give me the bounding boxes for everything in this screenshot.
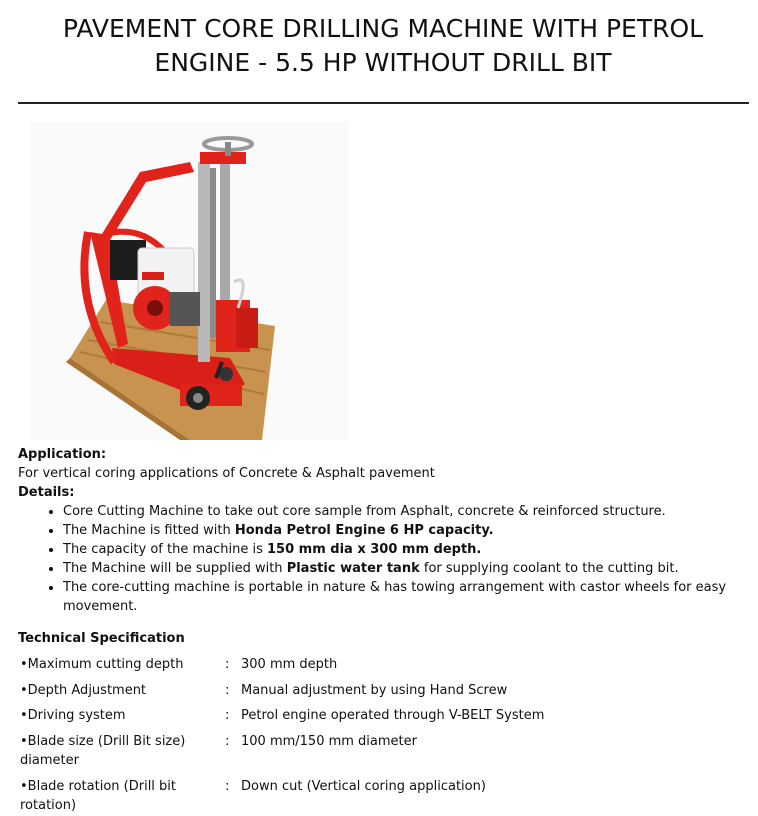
details-label: Details: — [18, 485, 75, 500]
list-item: • Core Cutting Machine to take out core sample from Asphalt, concrete & reinforced structure. — [63, 502, 753, 521]
list-item: • The core-cutting machine is portable in nature & has towing arrangement with castor wheels for easy movement. — [63, 578, 753, 616]
spec-label: •Maximum cutting depth — [20, 657, 184, 672]
list-item: • The capacity of the machine is 150 mm dia x 300 mm depth. — [63, 540, 753, 559]
spec-label: •Blade size (Drill Bit size) diameter — [20, 734, 186, 768]
title-divider — [18, 102, 749, 104]
page-title: PAVEMENT CORE DRILLING MACHINE WITH PETROL ENGINE - 5.5 HP WITHOUT DRILL BIT — [62, 14, 704, 77]
core-drilling-machine-photo — [30, 122, 348, 440]
spec-colon: : — [225, 708, 230, 723]
spec-value: Petrol engine operated through V-BELT System — [241, 708, 545, 723]
application-label: Application: — [18, 447, 107, 462]
list-item: • The Machine is fitted with Honda Petrol Engine 6 HP capacity. — [63, 521, 753, 540]
spec-value: Down cut (Vertical coring application) — [241, 779, 486, 794]
machine-illustration — [30, 122, 348, 440]
spec-colon: : — [225, 734, 230, 749]
spec-colon: : — [225, 657, 230, 672]
spec-colon: : — [225, 779, 230, 794]
details-list — [44, 502, 753, 616]
spec-value: Manual adjustment by using Hand Screw — [241, 683, 508, 698]
spec-heading: Technical Specification — [18, 631, 185, 646]
column-left — [198, 162, 210, 362]
list-item: • The Machine will be supplied with Plastic water tank for supplying coolant to the cutting bit. — [63, 559, 753, 578]
spec-label: •Driving system — [20, 708, 126, 723]
application-text: For vertical coring applications of Concrete & Asphalt pavement — [18, 466, 435, 481]
spec-label: •Depth Adjustment — [20, 683, 147, 698]
spec-value: 300 mm depth — [241, 657, 338, 672]
spec-label: •Blade rotation (Drill bit rotation) — [20, 779, 177, 813]
spec-colon: : — [225, 683, 230, 698]
spec-value: 100 mm/150 mm diameter — [241, 734, 417, 749]
